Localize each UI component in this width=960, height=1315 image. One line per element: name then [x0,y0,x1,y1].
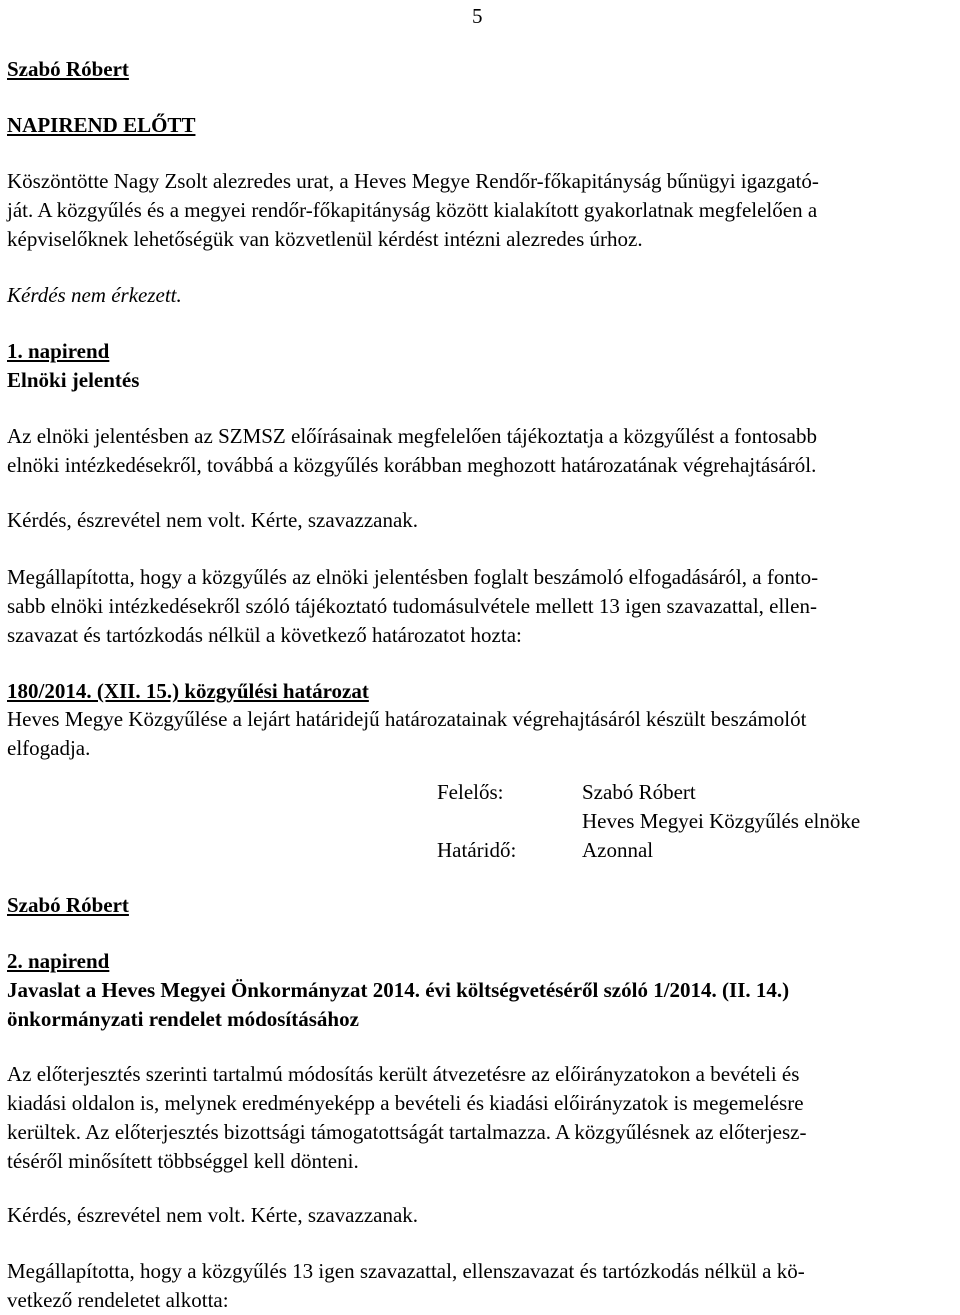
paragraph-line: képviselőknek lehetőségük van közvetlenül kérdést intézni alezredes úrhoz. [7,227,643,251]
no-question-note: Kérdés nem érkezett. [7,283,182,307]
agenda-2-number: 2. napirend [7,949,110,973]
resolution-text [7,705,954,763]
agenda-2-title-line: Javaslat a Heves Megyei Önkormányzat 2014. évi költségvetéséről szóló 1/2014. (II. 14.) [7,978,790,1002]
deadline-row [437,836,957,865]
responsible-name: Szabó Róbert [582,780,696,804]
paragraph-line: sabb elnöki intézkedésekről szóló tájékoztató tudomásulvétele mellett 13 igen szavazattal, ellen- [7,594,817,618]
paragraph-line: Megállapította, hogy a közgyűlés 13 igen szavazattal, ellenszavazat és tartózkodás nélkül a kö- [7,1259,805,1283]
resolution-title: 180/2014. (XII. 15.) közgyűlési határozat [7,679,369,703]
paragraph-line: kiadási oldalon is, melynek eredményeképp a bevételi és kiadási előirányzatok is megemelésre [7,1091,804,1115]
agenda-2-questions: Kérdés, észrevétel nem volt. Kérte, szavazzanak. [7,1203,419,1227]
paragraph-line: kerültek. Az előterjesztés bizottsági támogatottságát tartalmazza. A közgyűlésnek az előterjesz- [7,1120,807,1144]
agenda-2-title-line: önkormányzati rendelet módosításához [7,1007,359,1031]
agenda-1-paragraph [7,422,954,480]
deadline-label: Határidő: [437,838,517,862]
agenda-1-heading [7,337,954,395]
responsible-role: Heves Megyei Közgyűlés elnöke [582,809,861,833]
deadline-value: Azonnal [582,838,654,862]
paragraph-line: szavazat és tartózkodás nélkül a következő határozatot hozta: [7,623,522,647]
paragraph-line: vetkező rendeletet alkotta: [7,1288,229,1312]
speaker-name: Szabó Róbert [7,893,129,917]
responsible-label: Felelős: [437,780,504,804]
agenda-1-title: Elnöki jelentés [7,368,140,392]
intro-paragraph [7,167,954,254]
agenda-1-questions: Kérdés, észrevétel nem volt. Kérte, szavazzanak. [7,508,419,532]
responsible-row [437,778,957,807]
paragraph-line: elnöki intézkedésekről, továbbá a közgyűlés korábban meghozott határozatának végrehajtásáról. [7,453,817,477]
paragraph-line: Heves Megye Közgyűlése a lejárt határidejű határozatainak végrehajtásáról készült beszámolót [7,707,807,731]
section-title-before-agenda: NAPIREND ELŐTT [7,113,196,137]
agenda-2-finding [7,1257,954,1315]
agenda-2-heading [7,947,954,1034]
paragraph-line: Köszöntötte Nagy Zsolt alezredes urat, a Heves Megye Rendőr-főkapitányság bűnügyi igazgató- [7,169,819,193]
paragraph-line: elfogadja. [7,736,91,760]
paragraph-line: Az előterjesztés szerinti tartalmú módosítás került átvezetésre az előirányzatokon a bevételi és [7,1062,800,1086]
speaker-name: Szabó Róbert [7,57,129,81]
paragraph-line: téséről minősített többséggel kell dönteni. [7,1149,359,1173]
paragraph-line: ját. A közgyűlés és a megyei rendőr-főkapitányság között kialakított gyakorlatnak megfelelően a [7,198,818,222]
page-number: 5 [472,4,483,28]
responsibility-block [437,778,957,865]
paragraph-line: Az elnöki jelentésben az SZMSZ előírásainak megfelelően tájékoztatja a közgyűlést a fontosabb [7,424,817,448]
agenda-1-number: 1. napirend [7,339,110,363]
responsible-role-row [437,807,957,836]
agenda-1-finding [7,563,954,650]
agenda-2-paragraph [7,1060,954,1176]
paragraph-line: Megállapította, hogy a közgyűlés az elnöki jelentésben foglalt beszámoló elfogadásáról, a fonto- [7,565,819,589]
